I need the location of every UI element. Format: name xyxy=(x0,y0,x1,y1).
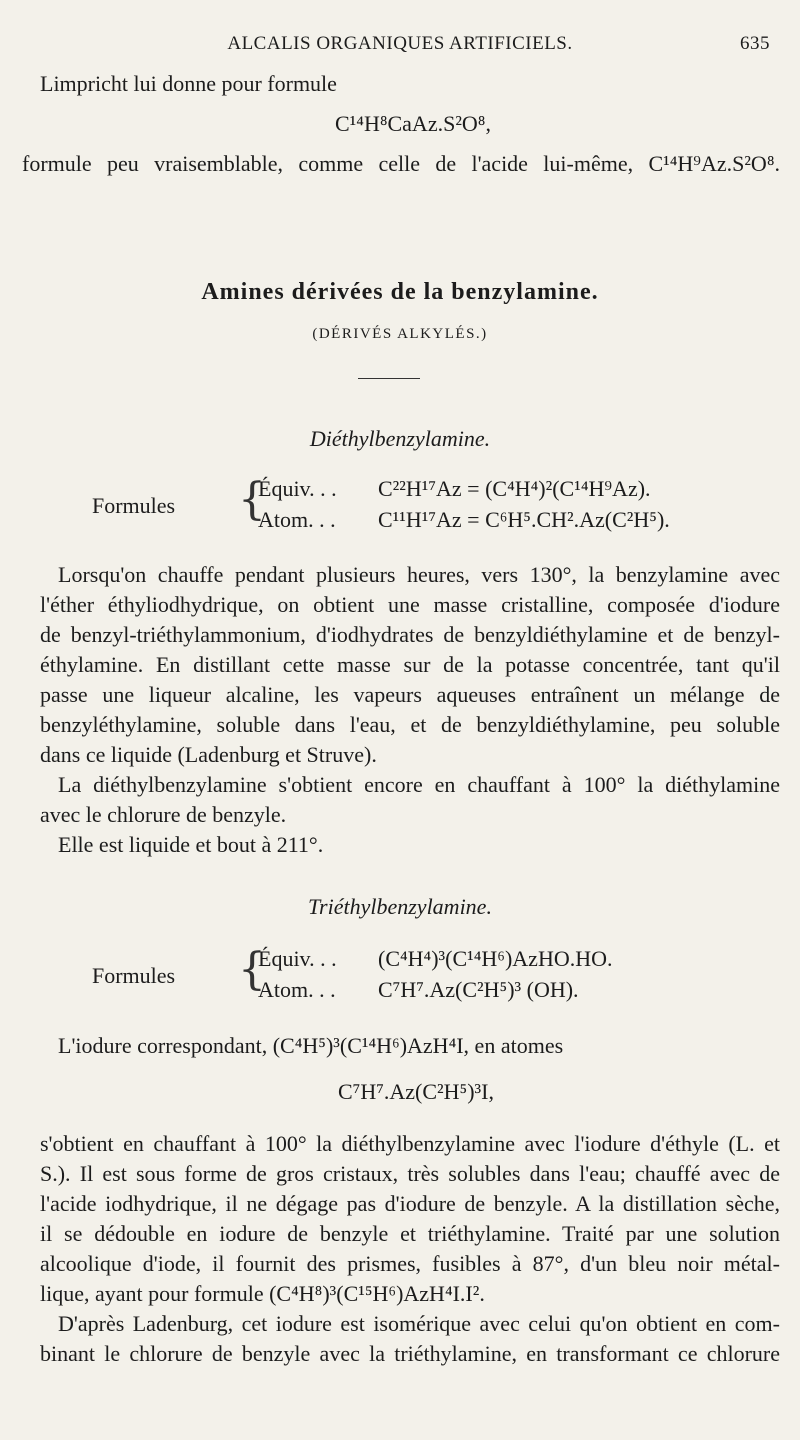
compound-title: Diéthylbenzylamine. xyxy=(309,426,491,451)
text-line: alcoolique d'iode, il fournit des prismes, fusibles à 87°, d'un bleu noir métal- xyxy=(40,1251,780,1276)
text-line: de benzyl-triéthylammonium, d'iodhydrates de benzyldiéthylamine et de benzyl- xyxy=(40,622,780,647)
running-title: ALCALIS ORGANIQUES ARTIFICIELS. xyxy=(227,33,573,54)
text-line: s'obtient en chauffant à 100° la diéthylbenzylamine avec l'iodure d'éthyle (L. et xyxy=(40,1131,780,1156)
text-line: Elle est liquide et bout à 211°. xyxy=(58,832,324,857)
formula-key: Atom. . . xyxy=(258,507,336,532)
text-line: il se dédouble en iodure de benzyle et triéthylamine. Traité par une solution xyxy=(40,1221,780,1246)
text-line: binant le chlorure de benzyle avec la triéthylamine, en transformant ce chlorure xyxy=(40,1341,780,1366)
formula-equiv-row xyxy=(258,945,613,973)
page-number: 635 xyxy=(740,33,770,54)
text-line: S.). Il est sous forme de gros cristaux, très solubles dans l'eau; chauffé avec de xyxy=(40,1161,780,1186)
formula-key: Équiv. . . xyxy=(258,946,337,971)
formula-value: C⁷H⁷.Az(C²H⁵)³ (OH). xyxy=(378,977,579,1002)
formulas-label: Formules xyxy=(92,963,176,988)
text-line: benzyléthylamine, soluble dans l'eau, et de benzyldiéthylamine, peu soluble xyxy=(40,712,780,737)
text-line: Lorsqu'on chauffe pendant plusieurs heures, vers 130°, la benzylamine avec xyxy=(58,562,780,587)
brace-icon: { xyxy=(238,944,266,995)
formula-atom-row xyxy=(258,506,670,534)
formula-key: Équiv. . . xyxy=(258,476,337,501)
text-line: avec le chlorure de benzyle. xyxy=(40,802,287,827)
brace-icon: { xyxy=(238,474,266,525)
section-divider xyxy=(358,378,420,379)
formula-equiv-row xyxy=(258,475,651,503)
text-line: lique, ayant pour formule (C⁴H⁸)³(C¹⁵H⁶)AzH⁴I.I². xyxy=(40,1281,485,1306)
formula-key: Atom. . . xyxy=(258,977,336,1002)
running-header xyxy=(0,33,800,57)
formula-value: C¹¹H¹⁷Az = C⁶H⁵.CH².Az(C²H⁵). xyxy=(378,507,670,532)
formula-value: (C⁴H⁴)³(C¹⁴H⁶)AzHO.HO. xyxy=(378,946,613,971)
section-subheading: (DÉRIVÉS ALKYLÉS.) xyxy=(312,326,488,342)
text-line: l'éther éthyliodhydrique, on obtient une masse cristalline, composée d'iodure xyxy=(40,592,780,617)
text-line: La diéthylbenzylamine s'obtient encore en chauffant à 100° la diéthylamine xyxy=(58,772,780,797)
text-line: éthylamine. En distillant cette masse sur de la potasse concentrée, tant qu'il xyxy=(40,652,780,677)
iodide-formula: C⁷H⁷.Az(C²H⁵)³I, xyxy=(338,1079,494,1104)
formula-atom-row xyxy=(258,976,579,1004)
text-line: L'iodure correspondant, (C⁴H⁵)³(C¹⁴H⁶)AzH⁴I, en atomes xyxy=(58,1033,564,1058)
section-heading: Amines dérivées de la benzylamine. xyxy=(201,279,599,305)
formula-value: C²²H¹⁷Az = (C⁴H⁴)²(C¹⁴H⁹Az). xyxy=(378,476,651,501)
compound-title: Triéthylbenzylamine. xyxy=(308,894,492,919)
text-line: l'acide iodhydrique, il ne dégage pas d'iodure de benzyle. A la distillation sèche, xyxy=(40,1191,780,1216)
text-line: passe une liqueur alcaline, les vapeurs aqueuses entraînent un mélange de xyxy=(40,682,780,707)
intro-formula: C¹⁴H⁸CaAz.S²O⁸, xyxy=(335,111,491,136)
formulas-label: Formules xyxy=(92,493,176,518)
intro-line: formule peu vraisemblable, comme celle de l'acide lui-même, C¹⁴H⁹Az.S²O⁸. xyxy=(22,151,780,176)
text-line: D'après Ladenburg, cet iodure est isomérique avec celui qu'on obtient en com- xyxy=(58,1311,780,1336)
text-line: dans ce liquide (Ladenburg et Struve). xyxy=(40,742,377,767)
intro-line: Limpricht lui donne pour formule xyxy=(40,71,337,96)
